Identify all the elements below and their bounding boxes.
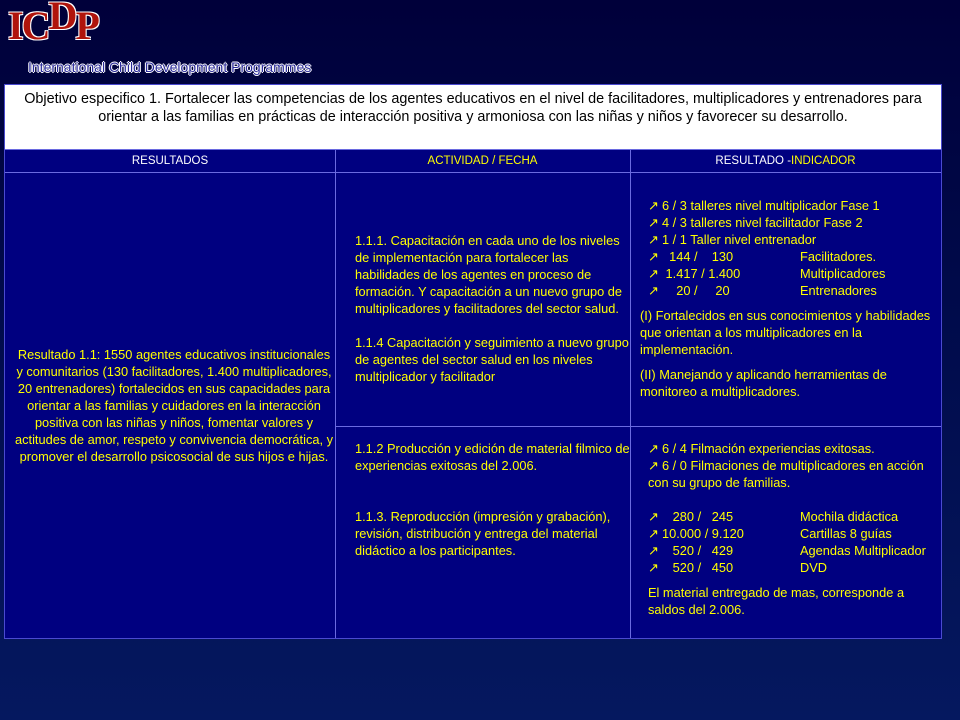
indicator-row: ↗ 1.417 / 1.400 Multiplicadores [648,266,886,281]
arrow-up-right-icon: ↗ [648,458,659,473]
header-actividad: ACTIVIDAD / FECHA [335,149,630,173]
material-row: ↗ 10.000 / 9.120 Cartillas 8 guías [648,526,892,541]
arrow-up-right-icon: ↗ [648,526,659,541]
indicator-filming-2: ↗ 6 / 0 Filmaciones de multiplicadores en acción con su grupo de familias. [648,458,924,490]
activity-1-1-2: 1.1.2 Producción y edición de material filmico de experiencias exitosas del 2.006. [355,441,630,473]
arrow-up-right-icon: ↗ [648,232,659,247]
indicator-row: ↗ 20 / 20 Entrenadores [648,283,877,298]
activity-1-1-3: 1.1.3. Reproducción (impresión y grabación), revisión, distribución y entrega del material didáctico a los participantes. [355,509,611,558]
indicator-bullet: ↗ 6 / 3 talleres nivel multiplicador Fase 1 [648,198,880,213]
activity-1-1-4: 1.1.4 Capacitación y seguimiento a nuevo grupo de agentes del sector salud en los niveles multiplicador y facilitador [355,335,629,384]
indicator-bullet: ↗ 4 / 3 talleres nivel facilitador Fase 2 [648,215,863,230]
icdp-logo [8,0,312,75]
material-row: ↗ 280 / 245 Mochila didáctica [648,509,899,524]
arrow-up-right-icon: ↗ [648,215,659,230]
objective-header: Objetivo especifico 1. Fortalecer las competencias de los agentes educativos en el nivel de facilitadores, multiplicadores y entrenadores para orientar a las familias en prácticas de interacción positiva y armoniosa con las niñas y niños y favorecer su desarrollo. [5,85,941,149]
indicator-bullet: ↗ 1 / 1 Taller nivel entrenador [648,232,817,247]
material-row: ↗ 520 / 450 DVD [648,560,828,575]
activity-1-1-1: 1.1.1. Capacitación en cada uno de los niveles de implementación para fortalecer las habilidades de los agentes en proceso de formación. Y capacitación a un nuevo grupo de multiplicadores y facilitadores del sector salud. [355,233,623,316]
indicator-filming-1: ↗ 6 / 4 Filmación experiencias exitosas. [648,441,875,456]
material-row: ↗ 520 / 429 Agendas Multiplicador [648,543,926,558]
indicators-top-cell [640,197,940,400]
arrow-up-right-icon: ↗ [648,509,659,524]
logo-subtitle: International Child Development Programmes [28,59,312,75]
arrow-up-right-icon: ↗ [648,266,659,281]
arrow-up-right-icon: ↗ [648,441,659,456]
row-divider [335,426,941,427]
indicator-row: ↗ 144 / 130 Facilitadores. [648,249,877,264]
indicator-paragraph-2: (II) Manejando y aplicando herramientas de monitoreo a multiplicadores. [640,367,887,399]
material-note: El material entregado de mas, corresponde a saldos del 2.006. [648,585,905,617]
header-resultado-indicador: RESULTADO - INDICADOR [630,149,941,173]
arrow-up-right-icon: ↗ [648,249,659,264]
arrow-up-right-icon: ↗ [648,198,659,213]
header-resultados: RESULTADOS [5,149,335,173]
indicator-paragraph-1: (I) Fortalecidos en sus conocimientos y habilidades que orientan a los multiplicadores en la implementación. [640,308,931,357]
result-main-cell [15,173,333,638]
arrow-up-right-icon: ↗ [648,560,659,575]
indicators-bottom-cell [640,440,940,618]
arrow-up-right-icon: ↗ [648,543,659,558]
arrow-up-right-icon: ↗ [648,283,659,298]
results-table [4,84,942,639]
column-divider-2 [630,149,631,638]
activities-bottom-cell [355,440,630,559]
logo-letters: ICDP [8,0,98,48]
column-divider-1 [335,149,336,638]
result-main-text: Resultado 1.1: 1550 agentes educativos institucionales y comunitarios (130 facilitadores, 1.400 multiplicadores, 20 entrenadores) fortalecidos en sus capacidades para orientar a las familias y cuidadores en la interacción positiva con las niñas y niños, fomentar valores y actitudes de amor, respeto y convivencia democrática, y promover el desarrollo psicosocial de sus hijos e hijas. [15,347,333,464]
activities-top-cell [355,232,630,385]
